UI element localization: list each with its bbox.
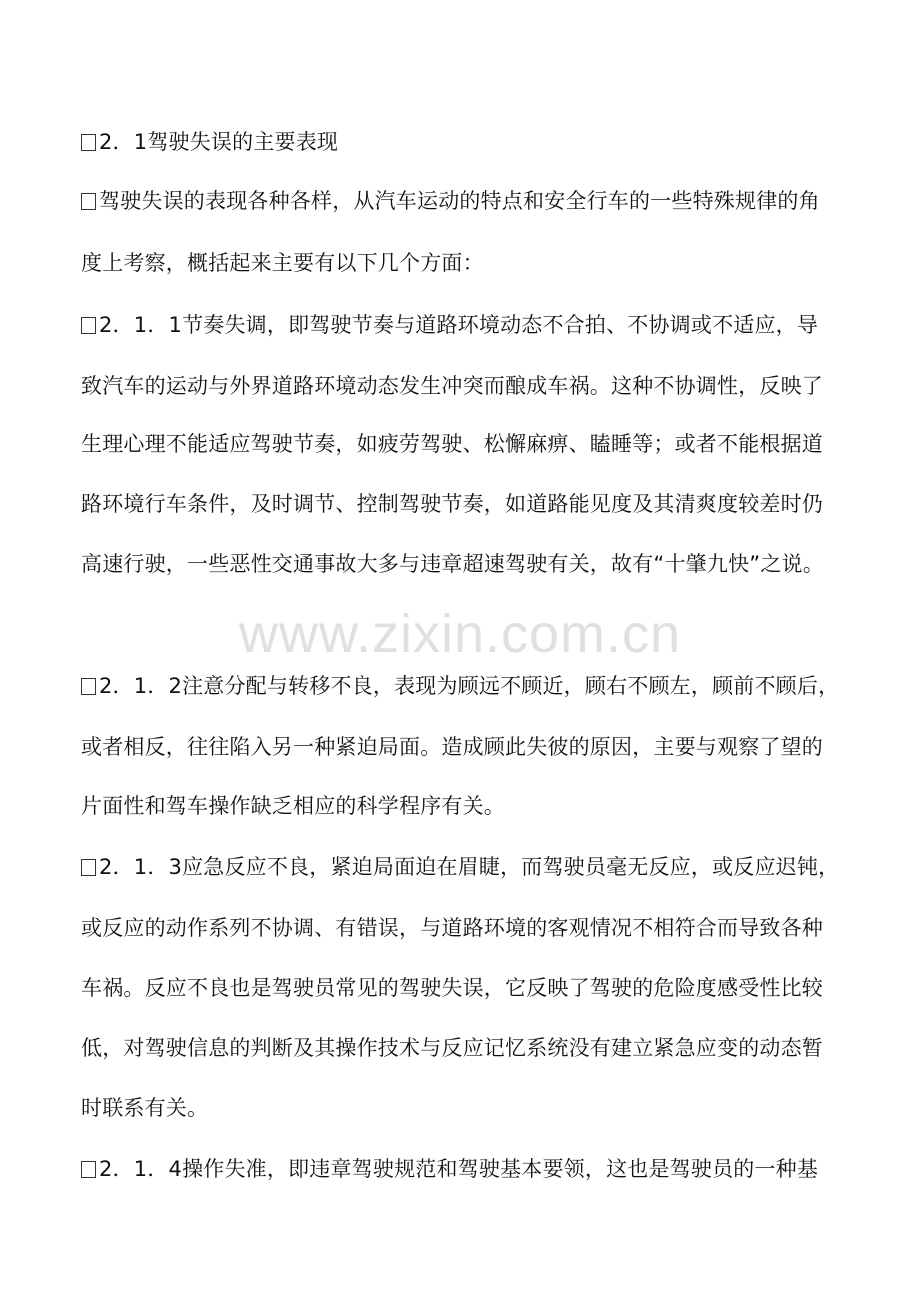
paragraph-line (81, 187, 861, 215)
line-text: 2．1．2注意分配与转移不良，表现为顾远不顾近，顾右不顾左，顾前不顾后， (99, 674, 840, 698)
paragraph-line (81, 672, 861, 700)
section-heading (81, 128, 861, 156)
paragraph-line (81, 1034, 861, 1062)
line-text: 高速行驶，一些恶性交通事故大多与违章超速驾驶有关，故有“十肇九快”之说。 (81, 552, 824, 576)
paragraph-line (81, 733, 861, 761)
paragraph-line (81, 311, 861, 339)
paragraph-line (81, 853, 861, 881)
line-text: 或反应的动作系列不协调、有错误，与道路环境的客观情况不相符合而导致各种 (81, 916, 823, 940)
line-text: 生理心理不能适应驾驶节奏，如疲劳驾驶、松懈麻痹、瞌睡等；或者不能根据道 (81, 432, 823, 456)
checkbox-icon (81, 678, 96, 695)
line-text: 度上考察，概括起来主要有以下几个方面： (81, 251, 484, 275)
paragraph-line (81, 974, 861, 1002)
line-text: 低，对驾驶信息的判断及其操作技术与反应记忆系统没有建立紧急应变的动态暂 (81, 1036, 823, 1060)
checkbox-icon (81, 859, 96, 876)
paragraph-line (81, 914, 861, 942)
line-text: 2．1．3应急反应不良，紧迫局面迫在眉睫，而驾驶员毫无反应，或反应迟钝， (99, 855, 840, 879)
line-text: 2．1．4操作失准，即违章驾驶规范和驾驶基本要领，这也是驾驶员的一种基 (99, 1157, 819, 1181)
checkbox-icon (81, 317, 96, 334)
paragraph-line (81, 430, 861, 458)
paragraph-line (81, 490, 861, 518)
line-text: 2．1．1节奏失调，即驾驶节奏与道路环境动态不合拍、不协调或不适应，导 (99, 313, 819, 337)
paragraph-line (81, 792, 861, 820)
line-text: 致汽车的运动与外界道路环境动态发生冲突而酿成车祸。这种不协调性，反映了 (81, 374, 823, 398)
line-text: 路环境行车条件，及时调节、控制驾驶节奏，如道路能见度及其清爽度较差时仍 (81, 492, 823, 516)
line-text: 车祸。反应不良也是驾驶员常见的驾驶失误，它反映了驾驶的危险度感受性比较 (81, 976, 823, 1000)
checkbox-icon (81, 1161, 96, 1178)
line-text: 时联系有关。 (81, 1096, 209, 1120)
paragraph-line (81, 550, 861, 578)
paragraph-line (81, 1155, 861, 1183)
paragraph-line (81, 1094, 861, 1122)
paragraph-line (81, 372, 861, 400)
line-text: 驾驶失误的表现各种各样，从汽车运动的特点和安全行车的一些特殊规律的角 (99, 189, 820, 213)
watermark: www.zixin.com.cn (238, 604, 682, 664)
line-text: 2．1驾驶失误的主要表现 (99, 130, 339, 154)
checkbox-icon (81, 134, 96, 151)
line-text: 片面性和驾车操作缺乏相应的科学程序有关。 (81, 794, 505, 818)
checkbox-icon (81, 193, 96, 210)
paragraph-line (81, 249, 861, 277)
line-text: 或者相反，往往陷入另一种紧迫局面。造成顾此失彼的原因，主要与观察了望的 (81, 735, 823, 759)
